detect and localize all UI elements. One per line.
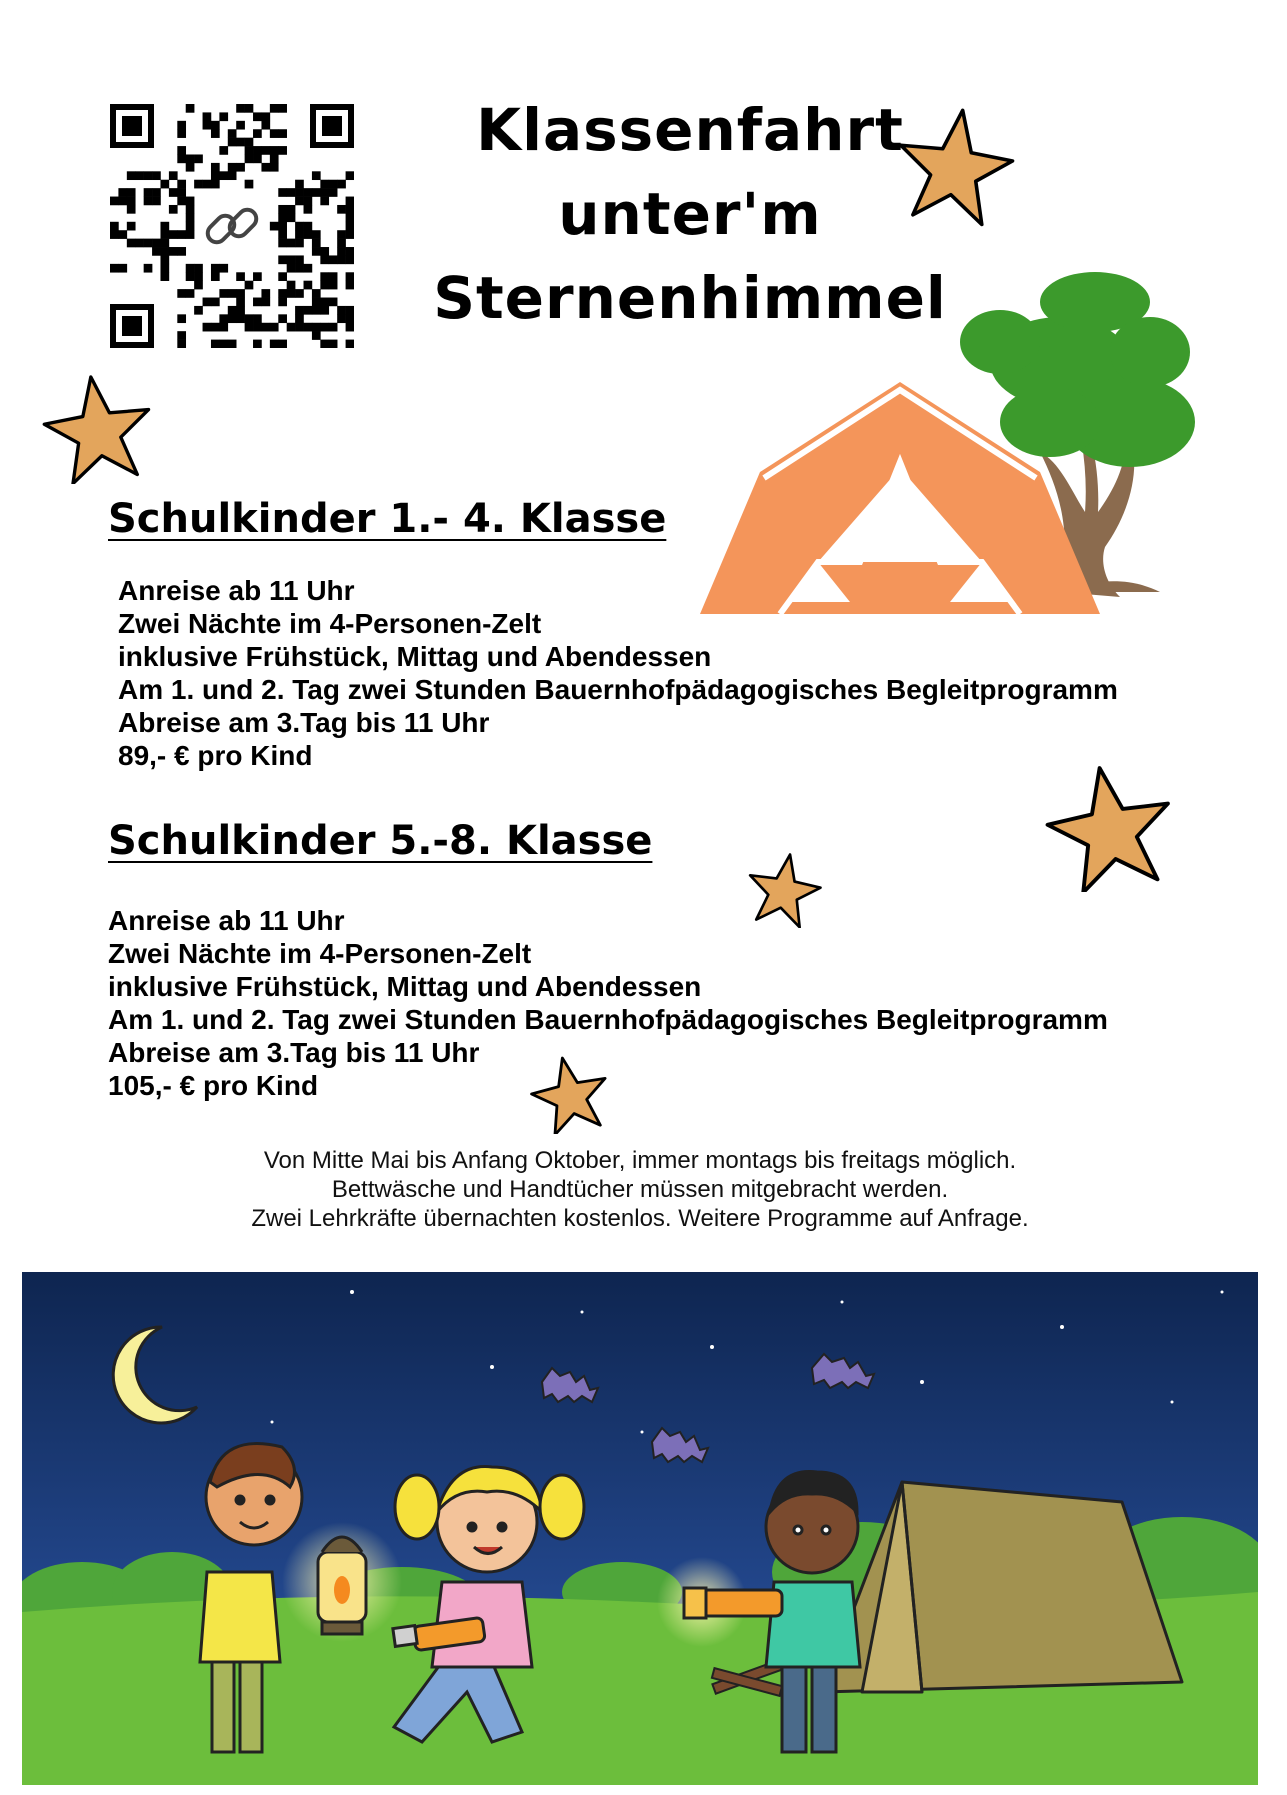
- list-item: Anreise ab 11 Uhr: [118, 575, 355, 606]
- list-item: Anreise ab 11 Uhr: [108, 905, 345, 936]
- list-item: Abreise am 3.Tag bis 11 Uhr: [118, 707, 490, 738]
- note-line: Von Mitte Mai bis Anfang Oktober, immer montags bis freitags möglich.: [263, 1147, 1017, 1174]
- list-item: Zwei Nächte im 4-Personen-Zelt: [108, 938, 532, 969]
- title-line-2: unter'm: [558, 180, 822, 248]
- list-item: inklusive Frühstück, Mittag und Abendessen: [118, 641, 712, 672]
- list-item: Am 1. und 2. Tag zwei Stunden Bauernhofpädagogisches Begleitprogramm: [108, 1004, 1108, 1035]
- list-item: Am 1. und 2. Tag zwei Stunden Bauernhofpädagogisches Begleitprogramm: [118, 674, 1118, 705]
- title-line-3: Sternenhimmel: [433, 264, 947, 332]
- list-item: 105,- € pro Kind: [108, 1070, 319, 1101]
- section2-heading: Schulkinder 5.-8. Klasse: [108, 818, 653, 864]
- star-icon: [895, 100, 1015, 230]
- section2-list: [108, 904, 1108, 1102]
- lantern-icon: [282, 1522, 402, 1642]
- tent-icon: [700, 262, 1210, 622]
- qr-code-icon[interactable]: [110, 104, 354, 348]
- note-line: Zwei Lehrkräfte übernachten kostenlos. Weitere Programme auf Anfrage.: [251, 1205, 1029, 1232]
- info-notes: [60, 1146, 1220, 1233]
- section1-list: [118, 574, 1118, 772]
- list-item: Zwei Nächte im 4-Personen-Zelt: [118, 608, 542, 639]
- star-icon: [42, 372, 154, 484]
- list-item: 89,- € pro Kind: [118, 740, 313, 771]
- link-icon: [198, 192, 266, 260]
- list-item: inklusive Frühstück, Mittag und Abendessen: [108, 971, 702, 1002]
- star-icon: [1045, 762, 1175, 892]
- note-line: Bettwäsche und Handtücher müssen mitgebracht werden.: [331, 1176, 949, 1203]
- night-camping-illustration: [22, 1272, 1258, 1785]
- title-line-1: Klassenfahrt: [476, 96, 904, 164]
- list-item: Abreise am 3.Tag bis 11 Uhr: [108, 1037, 480, 1068]
- section1-heading: Schulkinder 1.- 4. Klasse: [108, 496, 667, 542]
